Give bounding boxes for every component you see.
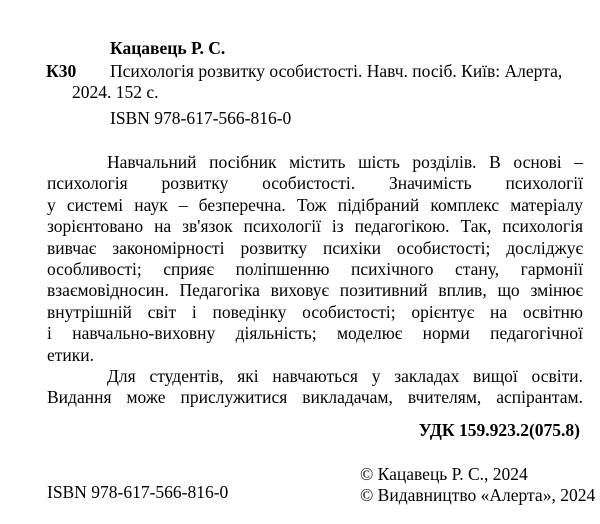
annotation-line: вивчає закономірності розвитку психіки особистості; досліджує (47, 237, 583, 258)
author-name: Кацавець Р. С. (110, 38, 226, 58)
annotation-line: етики. (47, 344, 95, 365)
annotation-line: психологія розвитку особистості. Значимість психології (47, 173, 583, 194)
annotation-line: Навчальний посібник містить шість розділів. В основі – (107, 152, 583, 172)
isbn-top: ISBN 978-617-566-816-0 (110, 108, 292, 128)
annotation-line: і навчально-виховну діяльність; моделює норми педагогічної (47, 323, 583, 344)
copyright-publisher: © Видавництво «Алерта», 2024 (360, 485, 596, 505)
annotation-line: зорієнтовано на зв'язок психології із педагогікою. Так, психологія (47, 216, 583, 237)
annotation-line: взаємовідносин. Педагогіка виховує позитивний вплив, що змінює (47, 280, 583, 301)
annotation-line: особливості; сприяє поліпшенню психічного стану, гармонії (47, 258, 583, 279)
annotation-line: внутрішній світ і поведінку особистості; орієнтує на освітню (47, 301, 583, 322)
annotation-line: у системі наук – безперечна. Тож підібраний комплекс матеріалу (47, 194, 583, 215)
copyright-author: © Кацавець Р. С., 2024 (360, 464, 528, 484)
bibliographic-reference-line-1: Психологія розвитку особистості. Навч. посіб. Київ: Алерта, (110, 61, 563, 81)
annotation (47, 152, 583, 409)
audience-line-1: Для студентів, які навчаються у закладах вищої освіти. (107, 365, 583, 386)
udk-code: УДК 159.923.2(075.8) (418, 420, 580, 440)
isbn-bottom: ISBN 978-617-566-816-0 (47, 482, 229, 502)
bibliographic-reference-line-2: 2024. 152 с. (72, 82, 159, 102)
library-code: К30 (46, 61, 77, 81)
audience-line-2: Видання може прислужитися викладачам, вчителям, аспірантам. (47, 387, 583, 408)
